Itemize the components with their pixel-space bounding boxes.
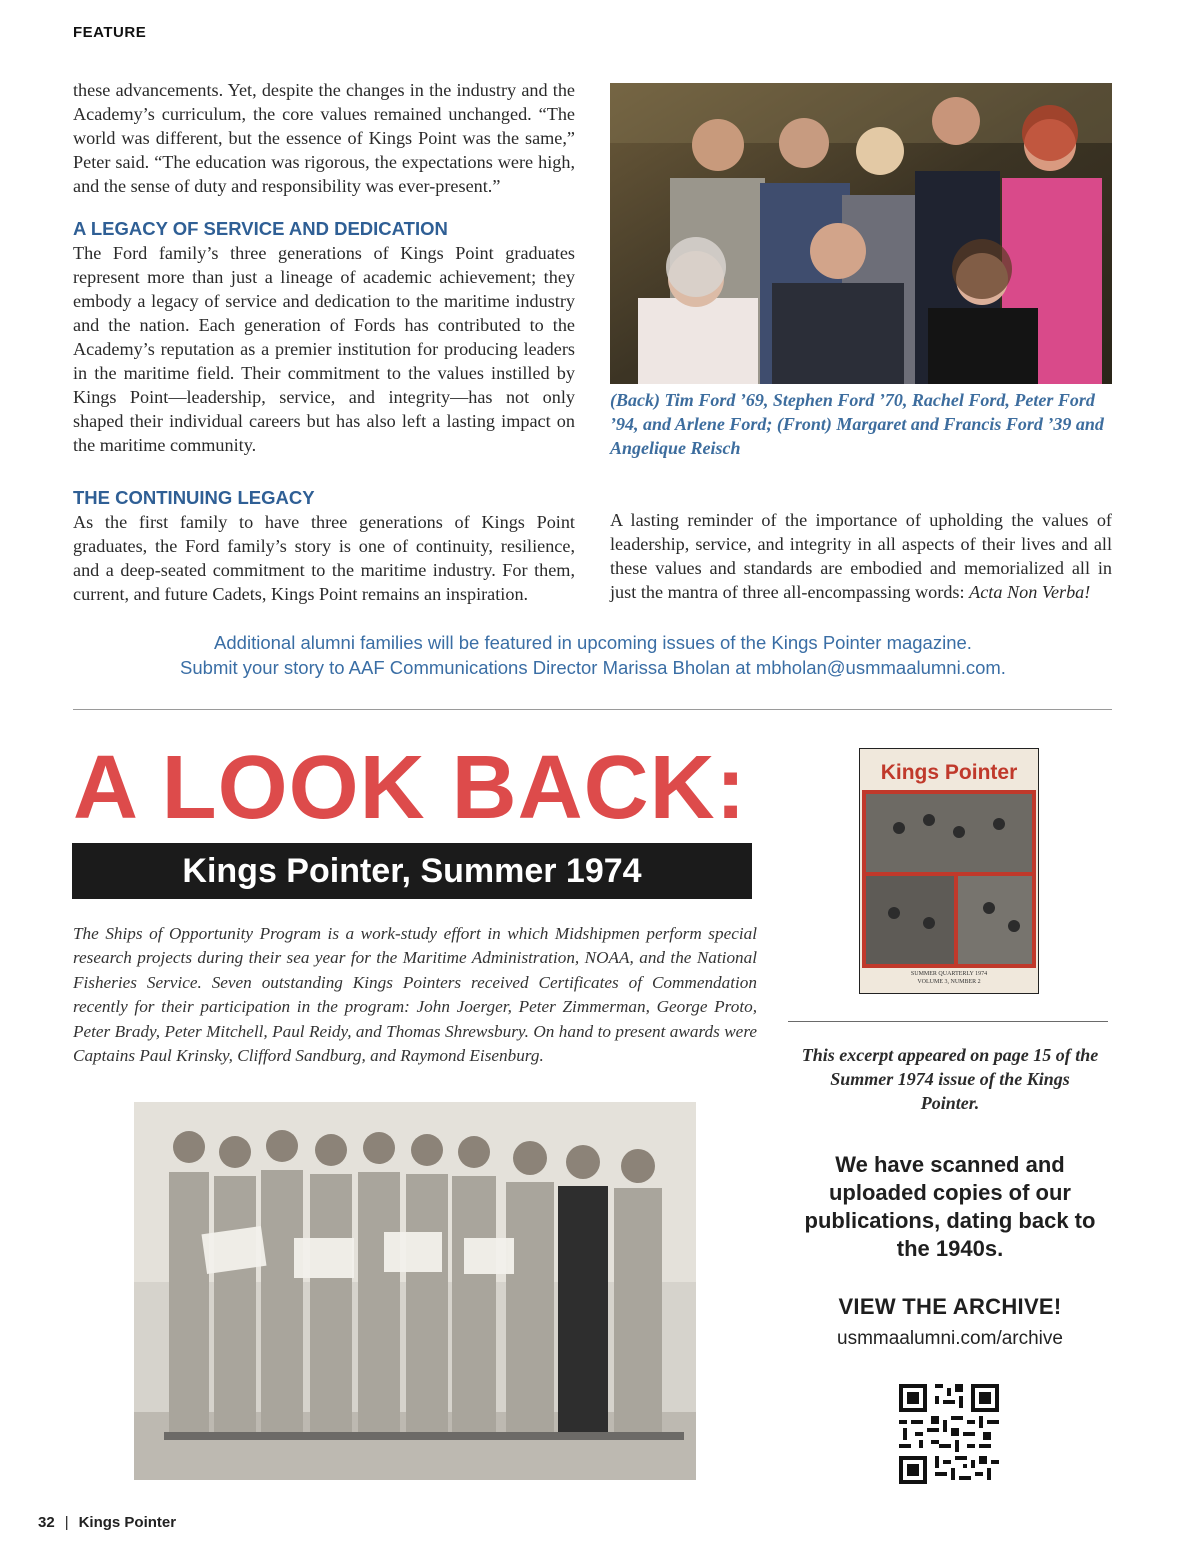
continuing-paragraph: As the first family to have three generations of Kings Point graduates, the Ford family’s story is one of continuity, resilience, and a deep-seated commitment to the maritime industry. For them, current, and future Cadets, Kings Point remains an inspiration. bbox=[73, 512, 575, 604]
family-photo-caption: (Back) Tim Ford ’69, Stephen Ford ’70, Rachel Ford, Peter Ford ’94, and Arlene Ford; (Front) Margaret and Francis Ford ’39 and Angelique Reisch bbox=[610, 390, 1104, 458]
callout-line-2: Submit your story to AAF Communications Director Marissa Bholan at mbholan@usmmaalumni.com. bbox=[180, 657, 1006, 678]
sidebar-rule bbox=[788, 1021, 1108, 1022]
page-footer bbox=[38, 1514, 176, 1531]
section-label: FEATURE bbox=[73, 24, 147, 41]
issue-title-bar: Kings Pointer, Summer 1974 bbox=[72, 843, 752, 899]
cover-masthead: Kings Pointer bbox=[880, 761, 1018, 784]
cover-issue-line-1: SUMMER QUARTERLY 1974 bbox=[910, 971, 988, 977]
section-divider bbox=[73, 709, 1112, 710]
magazine-cover bbox=[859, 748, 1039, 994]
look-back-excerpt: The Ships of Opportunity Program is a work-study effort in which Midshipmen perform special research projects during their sea year for the Maritime Administration, NOAA, and the National Fisheries Service. Seven outstanding Kings Pointers received Certificates of Commendation recently for their participation in the program: John Joerger, Peter Zimmerman, George Proto, Peter Brady, Peter Mitchell, Paul Reidy, and Thomas Shrewsbury. On hand to present awards were Captains Paul Krinsky, Clifford Sandburg, and Raymond Eisenburg. bbox=[73, 924, 757, 1066]
article-left-column bbox=[73, 78, 575, 606]
page-number: 32 bbox=[38, 1514, 55, 1531]
footer-separator: | bbox=[64, 1514, 69, 1531]
alumni-callout bbox=[73, 630, 1113, 680]
continuing-heading: THE CONTINUING LEGACY bbox=[73, 487, 315, 508]
view-archive-heading: VIEW THE ARCHIVE! bbox=[838, 1294, 1062, 1319]
ford-family-photo bbox=[610, 83, 1112, 384]
legacy-heading: A LEGACY OF SERVICE AND DEDICATION bbox=[73, 218, 448, 239]
motto: Acta Non Verba! bbox=[969, 582, 1091, 602]
callout-line-1: Additional alumni families will be featured in upcoming issues of the Kings Pointer magazine. bbox=[214, 632, 972, 653]
qr-code-icon[interactable] bbox=[899, 1384, 999, 1484]
legacy-paragraph: The Ford family’s three generations of Kings Point graduates represent more than just a lineage of academic achievement; they embody a legacy of service and dedication to the maritime industry and the nation. Each generation of Fords has contributed to the Academy’s reputation as a premier institution for producing leaders in the maritime field. Their commitment to the values instilled by Kings Point—leadership, service, and integrity—has not only shaped their individual careers but has also left a lasting impact on the maritime community. bbox=[73, 243, 575, 455]
intro-paragraph: these advancements. Yet, despite the changes in the industry and the Academy’s curriculum, the core values remained unchanged. “The world was different, but the essence of Kings Point was the same,” Peter said. “The education was rigorous, the expectations were high, and the sense of duty and responsibility was ever-present.” bbox=[73, 80, 575, 196]
excerpt-source-note: This excerpt appeared on page 15 of the Summer 1974 issue of the Kings Pointer. bbox=[801, 1045, 1099, 1113]
publication-name: Kings Pointer bbox=[78, 1514, 177, 1531]
cover-issue-line-2: VOLUME 3, NUMBER 2 bbox=[917, 979, 981, 985]
closing-text: A lasting reminder of the importance of upholding the values of leadership, service, and integrity in all aspects of their lives and all these values and standards are embodied and memorialized all in just the mantra of three all-encompassing words: bbox=[610, 510, 1112, 602]
look-back-title: A LOOK BACK: bbox=[73, 738, 747, 838]
archive-note: We have scanned and uploaded copies of our publications, dating back to the 1940s. bbox=[804, 1152, 1096, 1261]
closing-paragraph bbox=[610, 508, 1112, 604]
article-right-column bbox=[610, 508, 1112, 604]
archive-url[interactable]: usmmaalumni.com/archive bbox=[837, 1328, 1063, 1349]
award-ceremony-photo bbox=[134, 1102, 696, 1480]
